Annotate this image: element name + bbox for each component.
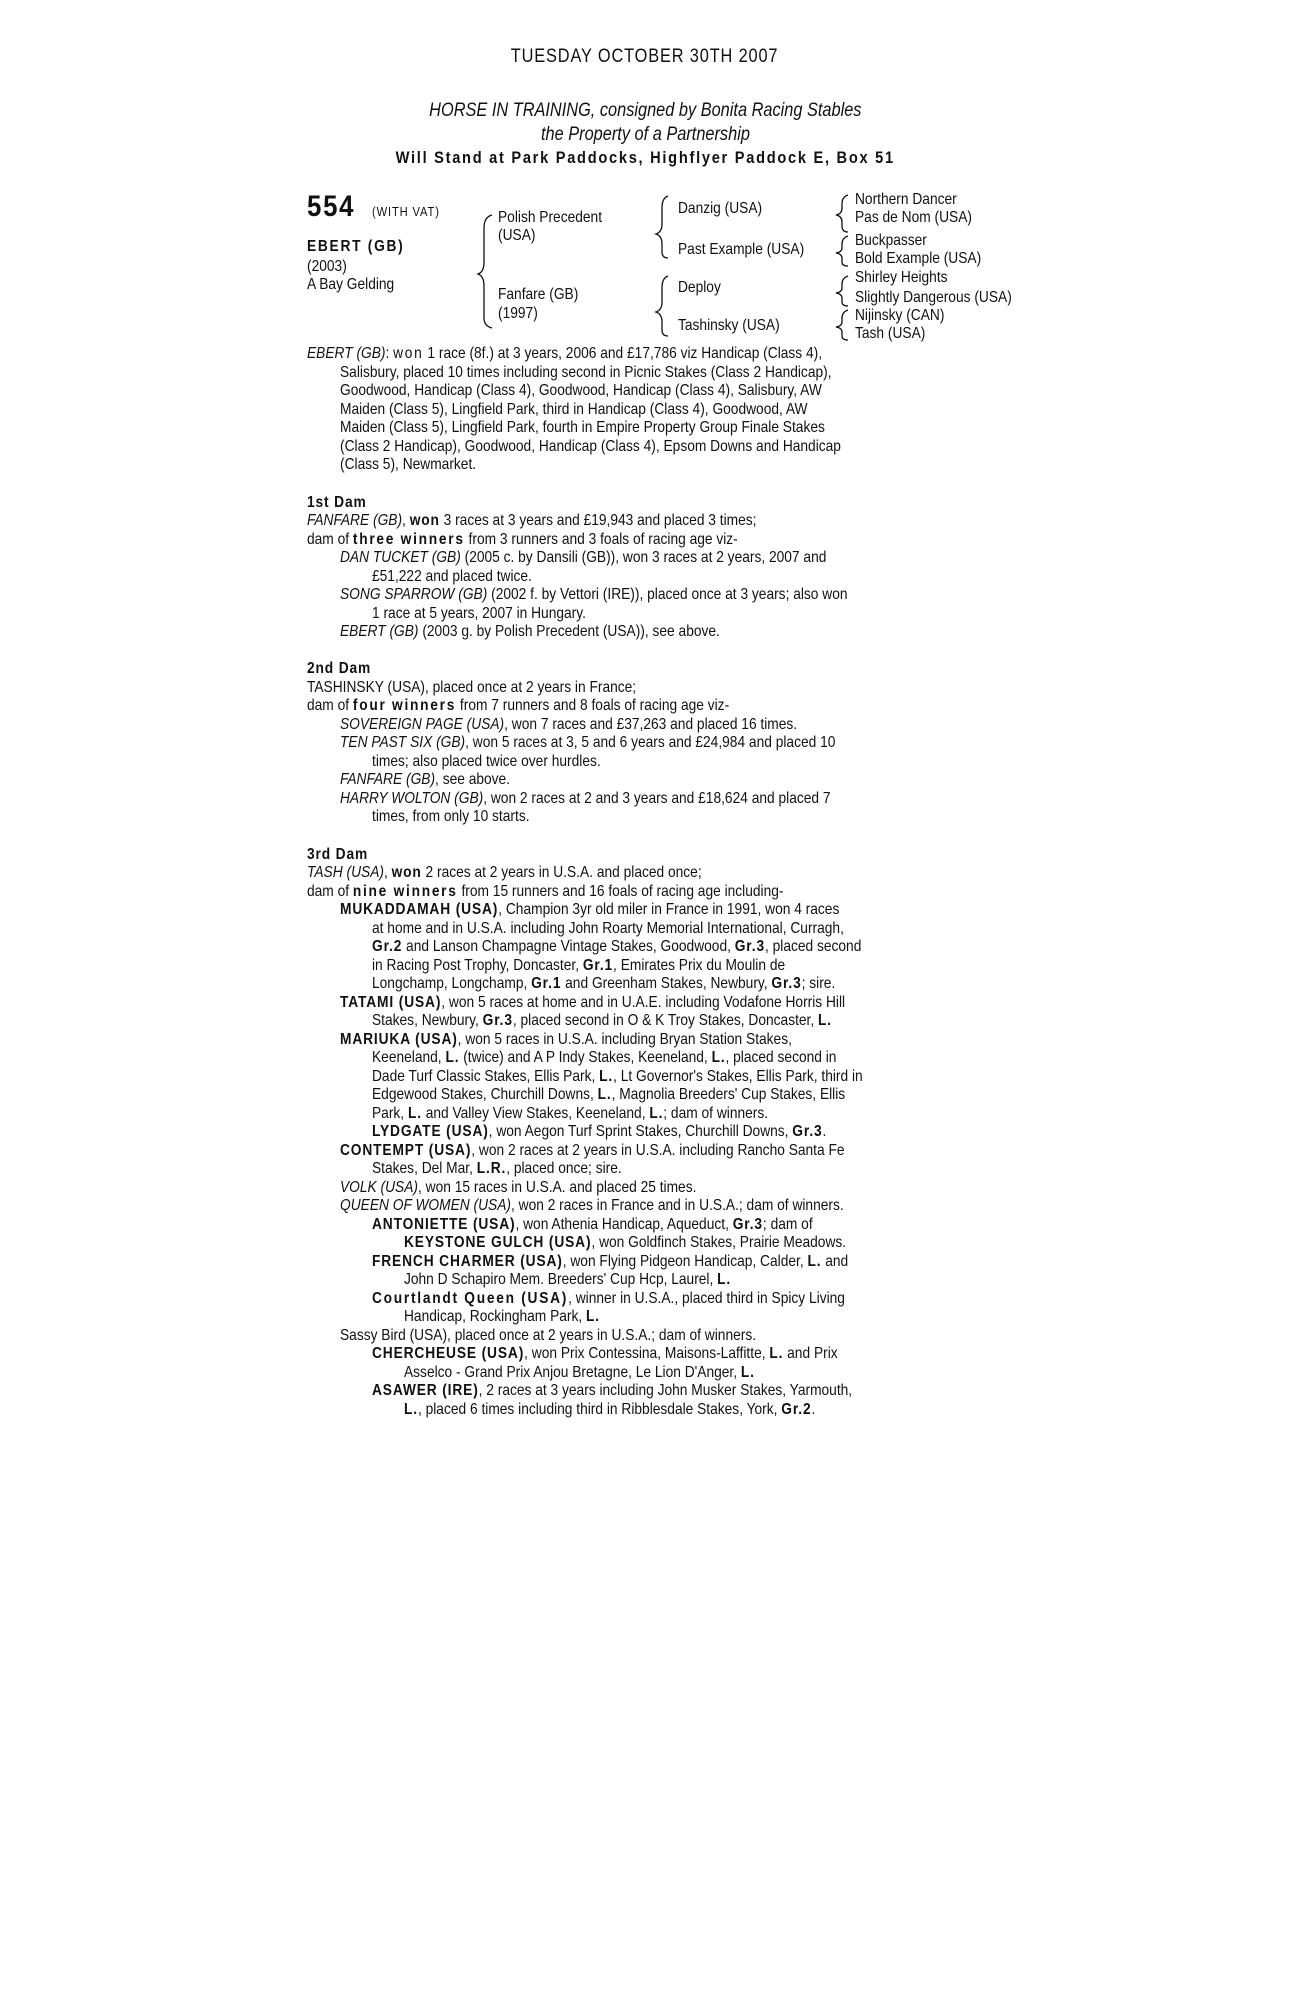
sire-name: Polish Precedent xyxy=(498,209,603,226)
ggp-7: Nijinsky (CAN) xyxy=(855,307,945,324)
dam-year: (1997) xyxy=(498,305,538,322)
sire-sire: Danzig (USA) xyxy=(678,200,763,217)
lot-vat: (WITH VAT) xyxy=(372,204,440,219)
ggp-4: Bold Example (USA) xyxy=(855,250,982,267)
dam3-offspring: Dade Turf Classic Stakes, Ellis Park, L., Lt Governor's Stakes, Ellis Park, third in xyxy=(372,1068,863,1085)
pedigree-brackets xyxy=(0,0,1290,360)
race-record-line: EBERT (GB): won 1 race (8f.) at 3 years, 2006 and £17,786 viz Handicap (Class 4), xyxy=(307,345,823,362)
dam-dam: Tashinsky (USA) xyxy=(678,317,780,334)
dam3-grandoffspring: Handicap, Rockingham Park, L. xyxy=(404,1308,600,1325)
stand-line: Will Stand at Park Paddocks, Highflyer Paddock E, Box 51 xyxy=(395,148,895,167)
horse-name: EBERT (GB) xyxy=(307,238,405,255)
dam3-heading: 3rd Dam xyxy=(307,846,369,863)
dam3-line: TASH (USA), won 2 races at 2 years in U.S.A. and placed once; xyxy=(307,864,702,881)
sire-dam: Past Example (USA) xyxy=(678,241,805,258)
lot-number: 554 xyxy=(307,190,356,223)
dam3-grandoffspring: CHERCHEUSE (USA), won Prix Contessina, Maisons-Laffitte, L. and Prix xyxy=(372,1345,838,1362)
dam3-grandoffspring: ASAWER (IRE), 2 races at 3 years including John Musker Stakes, Yarmouth, xyxy=(372,1382,853,1399)
dam2-line: TASHINSKY (USA), placed once at 2 years in France; xyxy=(307,679,637,696)
dam2-line: dam of four winners from 7 runners and 8 foals of racing age viz- xyxy=(307,697,730,714)
dam1-line: dam of three winners from 3 runners and 3 foals of racing age viz- xyxy=(307,531,738,548)
ggp-2: Pas de Nom (USA) xyxy=(855,209,973,226)
dam1-offspring: EBERT (GB) (2003 g. by Polish Precedent (USA)), see above. xyxy=(340,623,720,640)
dam2-heading: 2nd Dam xyxy=(307,660,372,677)
race-record-line: Maiden (Class 5), Lingfield Park, fourth in Empire Property Group Finale Stakes xyxy=(340,419,825,436)
dam-name: Fanfare (GB) xyxy=(498,286,579,303)
dam3-offspring: MARIUKA (USA), won 5 races in U.S.A. including Bryan Station Stakes, xyxy=(340,1031,792,1048)
dam1-offspring: SONG SPARROW (GB) (2002 f. by Vettori (IRE)), placed once at 3 years; also won xyxy=(340,586,848,603)
dam3-offspring: Sassy Bird (USA), placed once at 2 years in U.S.A.; dam of winners. xyxy=(340,1327,757,1344)
dam3-offspring: Stakes, Del Mar, L.R., placed once; sire. xyxy=(372,1160,622,1177)
dam2-offspring: TEN PAST SIX (GB), won 5 races at 3, 5 and 6 years and £24,984 and placed 10 xyxy=(340,734,836,751)
horse-year: (2003) xyxy=(307,258,347,275)
dam3-offspring: Stakes, Newbury, Gr.3, placed second in O & K Troy Stakes, Doncaster, L. xyxy=(372,1012,832,1029)
property-line: the Property of a Partnership xyxy=(540,124,750,145)
dam3-offspring: TATAMI (USA), won 5 races at home and in U.A.E. including Vodafone Horris Hill xyxy=(340,994,846,1011)
dam2-offspring: times; also placed twice over hurdles. xyxy=(372,753,601,770)
dam3-grandoffspring: KEYSTONE GULCH (USA), won Goldfinch Stakes, Prairie Meadows. xyxy=(404,1234,847,1251)
ggp-6: Slightly Dangerous (USA) xyxy=(855,289,1012,306)
ggp-5: Shirley Heights xyxy=(855,269,948,286)
dam2-offspring: times, from only 10 starts. xyxy=(372,808,530,825)
dam3-line: dam of nine winners from 15 runners and 16 foals of racing age including- xyxy=(307,883,784,900)
race-record-line: (Class 2 Handicap), Goodwood, Handicap (Class 4), Epsom Downs and Handicap xyxy=(340,438,841,455)
dam3-offspring: Gr.2 and Lanson Champagne Vintage Stakes, Goodwood, Gr.3, placed second xyxy=(372,938,862,955)
dam1-offspring: 1 race at 5 years, 2007 in Hungary. xyxy=(372,605,586,622)
dam1-heading: 1st Dam xyxy=(307,494,367,511)
dam1-offspring: DAN TUCKET (GB) (2005 c. by Dansili (GB)), won 3 races at 2 years, 2007 and xyxy=(340,549,827,566)
dam2-offspring: FANFARE (GB), see above. xyxy=(340,771,511,788)
dam1-line: FANFARE (GB), won 3 races at 3 years and £19,943 and placed 3 times; xyxy=(307,512,757,529)
dam3-offspring: Longchamp, Longchamp, Gr.1 and Greenham Stakes, Newbury, Gr.3; sire. xyxy=(372,975,836,992)
dam3-offspring: at home and in U.S.A. including John Roarty Memorial International, Curragh, xyxy=(372,920,844,937)
race-record-line: Goodwood, Handicap (Class 4), Goodwood, Handicap (Class 4), Salisbury, AW xyxy=(340,382,822,399)
dam3-grandoffspring: ANTONIETTE (USA), won Athenia Handicap, Aqueduct, Gr.3; dam of xyxy=(372,1216,813,1233)
race-record-line: Salisbury, placed 10 times including second in Picnic Stakes (Class 2 Handicap), xyxy=(340,364,832,381)
ggp-8: Tash (USA) xyxy=(855,325,926,342)
race-record-line: (Class 5), Newmarket. xyxy=(340,456,477,473)
dam3-offspring: Keeneland, L. (twice) and A P Indy Stakes, Keeneland, L., placed second in xyxy=(372,1049,837,1066)
dam3-grandoffspring: Courtlandt Queen (USA), winner in U.S.A., placed third in Spicy Living xyxy=(372,1290,845,1307)
dam3-offspring: Edgewood Stakes, Churchill Downs, L., Magnolia Breeders' Cup Stakes, Ellis xyxy=(372,1086,846,1103)
dam2-offspring: SOVEREIGN PAGE (USA), won 7 races and £37,263 and placed 16 times. xyxy=(340,716,798,733)
consignor-line: HORSE IN TRAINING, consigned by Bonita Racing Stables xyxy=(428,100,862,121)
dam-sire: Deploy xyxy=(678,279,721,296)
dam3-grandoffspring: John D Schapiro Mem. Breeders' Cup Hcp, Laurel, L. xyxy=(404,1271,732,1288)
dam3-offspring: QUEEN OF WOMEN (USA), won 2 races in France and in U.S.A.; dam of winners. xyxy=(340,1197,844,1214)
ggp-1: Northern Dancer xyxy=(855,191,957,208)
dam2-offspring: HARRY WOLTON (GB), won 2 races at 2 and 3 years and £18,624 and placed 7 xyxy=(340,790,831,807)
dam3-grandoffspring: L., placed 6 times including third in Ribblesdale Stakes, York, Gr.2. xyxy=(404,1401,816,1418)
dam3-offspring: MUKADDAMAH (USA), Champion 3yr old miler in France in 1991, won 4 races xyxy=(340,901,840,918)
sire-origin: (USA) xyxy=(498,227,536,244)
dam3-offspring: Park, L. and Valley View Stakes, Keeneland, L.; dam of winners. xyxy=(372,1105,769,1122)
race-record-line: Maiden (Class 5), Lingfield Park, third in Handicap (Class 4), Goodwood, AW xyxy=(340,401,808,418)
dam3-offspring: LYDGATE (USA), won Aegon Turf Sprint Stakes, Churchill Downs, Gr.3. xyxy=(372,1123,827,1140)
dam3-offspring: CONTEMPT (USA), won 2 races at 2 years in U.S.A. including Rancho Santa Fe xyxy=(340,1142,845,1159)
sale-date: TUESDAY OCTOBER 30TH 2007 xyxy=(511,46,779,67)
dam3-offspring: VOLK (USA), won 15 races in U.S.A. and placed 25 times. xyxy=(340,1179,697,1196)
dam3-grandoffspring: Asselco - Grand Prix Anjou Bretagne, Le Lion D'Anger, L. xyxy=(404,1364,755,1381)
dam3-grandoffspring: FRENCH CHARMER (USA), won Flying Pidgeon Handicap, Calder, L. and xyxy=(372,1253,849,1270)
ggp-3: Buckpasser xyxy=(855,232,927,249)
dam1-offspring: £51,222 and placed twice. xyxy=(372,568,532,585)
dam3-offspring: in Racing Post Trophy, Doncaster, Gr.1, Emirates Prix du Moulin de xyxy=(372,957,786,974)
horse-description: A Bay Gelding xyxy=(307,276,395,293)
